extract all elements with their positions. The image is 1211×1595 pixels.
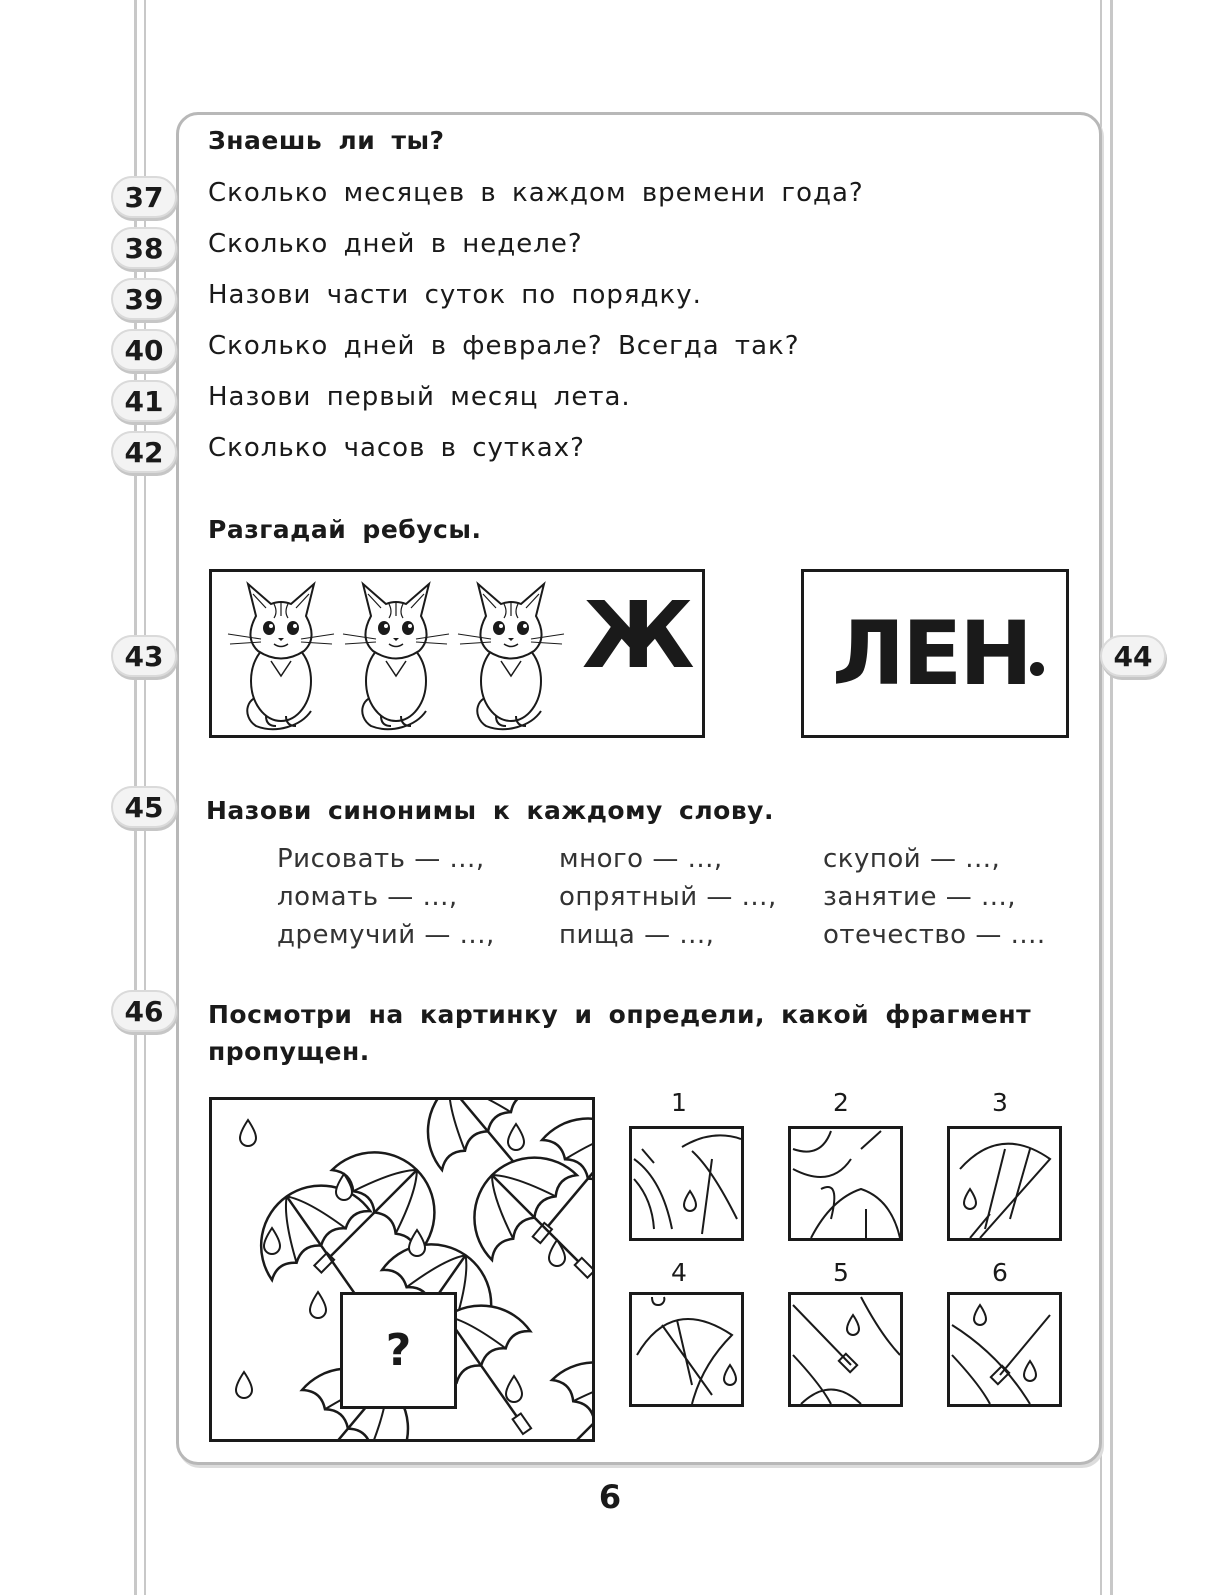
rebus-2-word: ЛЕН xyxy=(832,602,1030,705)
option-label-1: 1 xyxy=(671,1088,687,1117)
rebus-2-dot xyxy=(1030,662,1044,676)
missing-fragment-box xyxy=(340,1292,457,1409)
synonym-word: ломать — ..., xyxy=(277,882,458,912)
rebus-2-box xyxy=(801,569,1069,738)
option-fragment-1[interactable] xyxy=(629,1126,744,1241)
question-number-badge: 39 xyxy=(111,278,177,320)
fragment-heading-line2: пропущен. xyxy=(208,1037,370,1066)
option-fragment-5[interactable] xyxy=(788,1292,903,1407)
question-number-badge: 40 xyxy=(111,329,177,371)
page-number: 6 xyxy=(598,1478,622,1516)
option-label-5: 5 xyxy=(833,1258,849,1287)
synonym-word: опрятный — ..., xyxy=(559,882,777,912)
question-number-badge: 38 xyxy=(111,227,177,269)
synonym-word: пища — ..., xyxy=(559,920,715,950)
question-text: Сколько месяцев в каждом времени года? xyxy=(208,178,864,208)
synonym-word: Рисовать — ..., xyxy=(277,844,485,874)
synonyms-number-badge: 45 xyxy=(111,786,177,828)
synonyms-heading: Назови синонимы к каждому слову. xyxy=(206,796,774,825)
rebus-1-box xyxy=(209,569,705,738)
option-label-4: 4 xyxy=(671,1258,687,1287)
option-fragment-6[interactable] xyxy=(947,1292,1062,1407)
question-text: Сколько дней в феврале? Всегда так? xyxy=(208,331,800,361)
synonym-word: отечество — .... xyxy=(823,920,1046,950)
question-text: Назови первый месяц лета. xyxy=(208,382,631,412)
rebus-2-number-badge: 44 xyxy=(1100,635,1166,677)
umbrella-pattern xyxy=(209,1097,595,1442)
right-rail-outer xyxy=(1110,0,1113,1595)
cat-icon xyxy=(458,584,564,729)
option-label-2: 2 xyxy=(833,1088,849,1117)
question-number-badge: 41 xyxy=(111,380,177,422)
question-mark: ? xyxy=(385,1325,412,1376)
fragment-number-badge: 46 xyxy=(111,990,177,1032)
synonym-word: дремучий — ..., xyxy=(277,920,495,950)
question-number-badge: 37 xyxy=(111,176,177,218)
question-text: Сколько часов в сутках? xyxy=(208,433,585,463)
cat-icon xyxy=(343,584,449,729)
rebus-1-number-badge: 43 xyxy=(111,635,177,677)
rebus-1-letter: Ж xyxy=(582,582,695,689)
synonym-word: много — ..., xyxy=(559,844,723,874)
synonym-word: занятие — ..., xyxy=(823,882,1017,912)
option-fragment-2[interactable] xyxy=(788,1126,903,1241)
knowledge-heading: Знаешь ли ты? xyxy=(208,126,445,155)
option-fragment-3[interactable] xyxy=(947,1126,1062,1241)
cat-icon xyxy=(228,584,334,729)
option-label-6: 6 xyxy=(992,1258,1008,1287)
question-text: Сколько дней в неделе? xyxy=(208,229,583,259)
cat-group xyxy=(216,574,566,737)
rebus-heading: Разгадай ребусы. xyxy=(208,515,482,544)
option-label-3: 3 xyxy=(992,1088,1008,1117)
synonym-word: скупой — ..., xyxy=(823,844,1001,874)
question-text: Назови части суток по порядку. xyxy=(208,280,702,310)
question-number-badge: 42 xyxy=(111,431,177,473)
fragment-heading-line1: Посмотри на картинку и определи, какой фрагмент xyxy=(208,1000,1032,1029)
option-fragment-4[interactable] xyxy=(629,1292,744,1407)
